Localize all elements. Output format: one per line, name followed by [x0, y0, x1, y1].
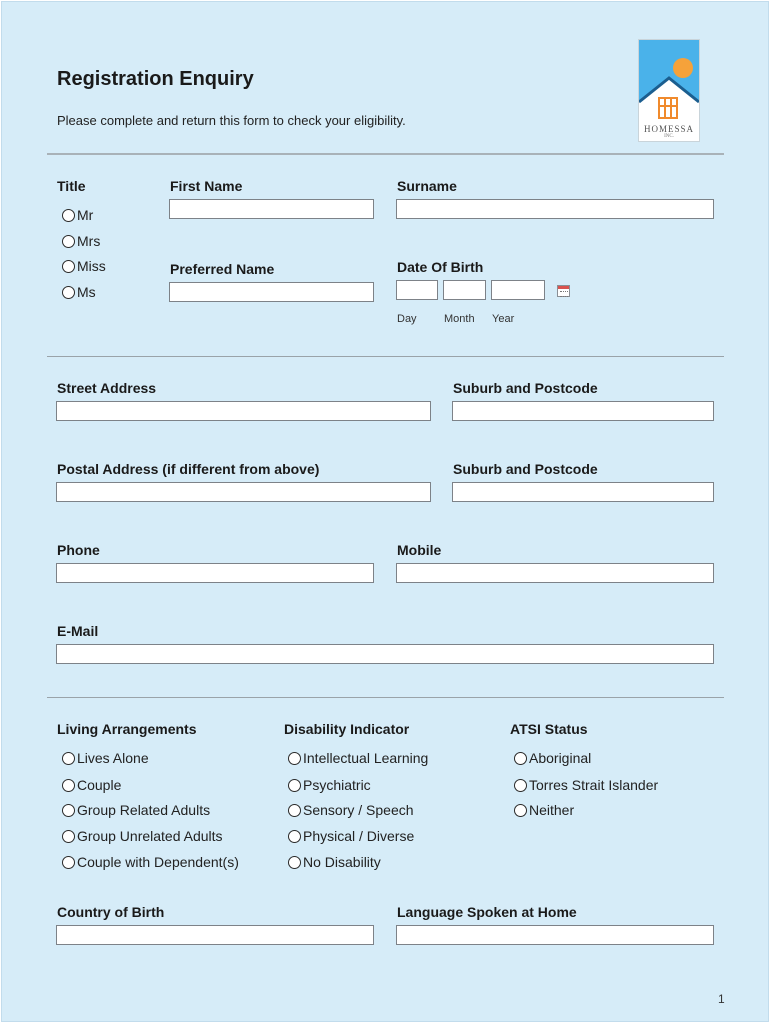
surname-field[interactable]: [396, 199, 714, 219]
radio-circle-icon: [62, 830, 75, 843]
suburb-postcode-label: Suburb and Postcode: [453, 380, 598, 396]
radio-circle-icon: [62, 209, 75, 222]
radio-label: Aboriginal: [529, 750, 592, 766]
dob-day-field[interactable]: [396, 280, 438, 300]
page-subtitle: Please complete and return this form to check your eligibility.: [57, 113, 406, 128]
country-of-birth-label: Country of Birth: [57, 904, 165, 920]
living-option-lives-alone[interactable]: [62, 750, 149, 766]
language-label: Language Spoken at Home: [397, 904, 577, 920]
disability-option-intellectual[interactable]: [288, 750, 428, 766]
radio-circle-icon: [514, 752, 527, 765]
street-address-field[interactable]: [56, 401, 431, 421]
atsi-option-neither[interactable]: [514, 802, 574, 818]
phone-field[interactable]: [56, 563, 374, 583]
radio-label: Sensory / Speech: [303, 802, 414, 818]
calendar-icon[interactable]: [557, 285, 570, 297]
radio-label: Group Unrelated Adults: [77, 828, 223, 844]
logo-subtext: INC.: [664, 134, 674, 139]
language-field[interactable]: [396, 925, 714, 945]
street-address-label: Street Address: [57, 380, 157, 396]
title-label: Title: [57, 178, 86, 194]
title-option-ms[interactable]: [62, 284, 96, 300]
homessa-logo: [638, 39, 700, 142]
radio-label: Couple: [77, 777, 122, 793]
radio-label: Neither: [529, 802, 575, 818]
phone-label: Phone: [57, 542, 100, 558]
first-name-label: First Name: [170, 178, 243, 194]
form-page: [1, 1, 769, 1022]
disability-option-psychiatric[interactable]: [288, 777, 371, 793]
living-arrangements-label: Living Arrangements: [57, 721, 197, 737]
email-field[interactable]: [56, 644, 714, 664]
radio-circle-icon: [514, 779, 527, 792]
radio-label: Intellectual Learning: [303, 750, 429, 766]
living-option-group-related[interactable]: [62, 802, 210, 818]
mobile-field[interactable]: [396, 563, 714, 583]
disability-option-sensory[interactable]: [288, 802, 414, 818]
dob-year-field[interactable]: [491, 280, 545, 300]
suburb-postcode-field[interactable]: [452, 401, 714, 421]
section-divider: [47, 697, 724, 698]
radio-label: Ms: [77, 284, 96, 300]
radio-label: Torres Strait Islander: [529, 777, 659, 793]
atsi-status-label: ATSI Status: [510, 721, 588, 737]
radio-circle-icon: [288, 752, 301, 765]
radio-circle-icon: [514, 804, 527, 817]
atsi-option-aboriginal[interactable]: [514, 750, 591, 766]
radio-circle-icon: [62, 804, 75, 817]
radio-circle-icon: [62, 286, 75, 299]
logo-house-icon: [639, 40, 699, 124]
radio-label: Mrs: [77, 233, 101, 249]
radio-label: Miss: [77, 258, 106, 274]
radio-circle-icon: [62, 856, 75, 869]
email-label: E-Mail: [57, 623, 99, 639]
title-option-miss[interactable]: [62, 258, 106, 274]
dob-label: Date Of Birth: [397, 259, 484, 275]
section-divider: [47, 356, 724, 357]
dob-month-caption: Month: [444, 313, 475, 325]
surname-label: Surname: [397, 178, 457, 194]
title-option-mr[interactable]: [62, 207, 93, 223]
dob-month-field[interactable]: [443, 280, 486, 300]
country-of-birth-field[interactable]: [56, 925, 374, 945]
disability-option-physical[interactable]: [288, 828, 414, 844]
postal-address-field[interactable]: [56, 482, 431, 502]
radio-circle-icon: [288, 830, 301, 843]
postal-suburb-postcode-field[interactable]: [452, 482, 714, 502]
header-divider: [47, 153, 724, 155]
dob-day-caption: Day: [397, 313, 417, 325]
atsi-option-torres-strait[interactable]: [514, 777, 658, 793]
radio-label: Mr: [77, 207, 94, 223]
radio-circle-icon: [288, 779, 301, 792]
page-number: 1: [718, 992, 725, 1006]
living-option-couple[interactable]: [62, 777, 121, 793]
first-name-field[interactable]: [169, 199, 374, 219]
radio-circle-icon: [62, 752, 75, 765]
preferred-name-field[interactable]: [169, 282, 374, 302]
logo-text: HOMESSA: [643, 124, 694, 134]
radio-label: Lives Alone: [77, 750, 149, 766]
living-option-group-unrelated[interactable]: [62, 828, 223, 844]
dob-year-caption: Year: [492, 313, 515, 325]
radio-label: Physical / Diverse: [303, 828, 415, 844]
postal-suburb-postcode-label: Suburb and Postcode: [453, 461, 598, 477]
radio-label: Couple with Dependent(s): [77, 854, 239, 870]
mobile-label: Mobile: [397, 542, 442, 558]
preferred-name-label: Preferred Name: [170, 261, 275, 277]
radio-circle-icon: [62, 235, 75, 248]
radio-label: Group Related Adults: [77, 802, 211, 818]
postal-address-label: Postal Address (if different from above): [57, 461, 320, 477]
living-option-couple-dependents[interactable]: [62, 854, 239, 870]
radio-label: No Disability: [303, 854, 381, 870]
radio-circle-icon: [62, 260, 75, 273]
radio-circle-icon: [288, 804, 301, 817]
title-option-mrs[interactable]: [62, 233, 100, 249]
disability-indicator-label: Disability Indicator: [284, 721, 410, 737]
radio-circle-icon: [288, 856, 301, 869]
disability-option-none[interactable]: [288, 854, 381, 870]
page-title: Registration Enquiry: [57, 68, 254, 90]
radio-label: Psychiatric: [303, 777, 371, 793]
radio-circle-icon: [62, 779, 75, 792]
